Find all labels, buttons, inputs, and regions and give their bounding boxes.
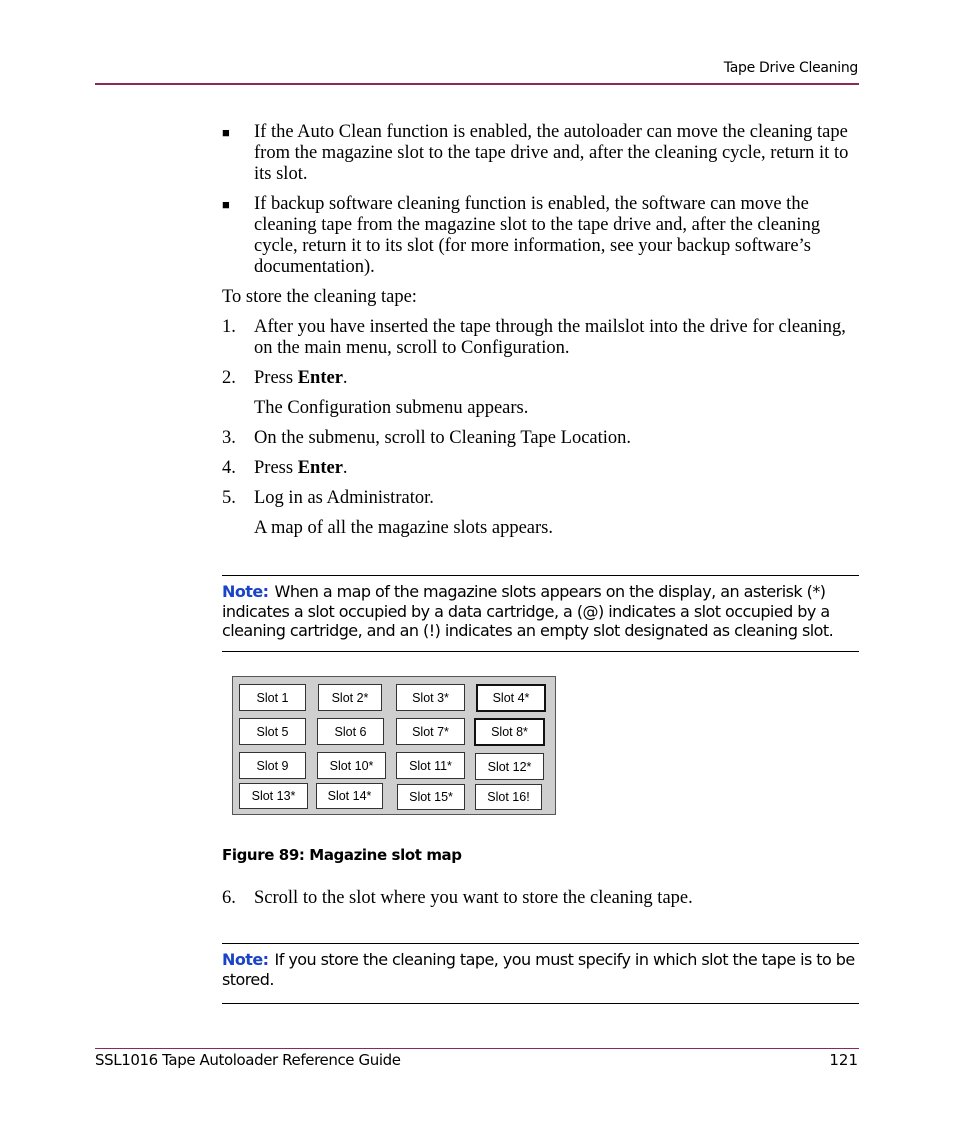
note-label: Note: [222,950,269,969]
page-number: 121 [829,1051,858,1069]
step-text: On the submenu, scroll to Cleaning Tape Location. [254,428,632,448]
note-text: If you store the cleaning tape, you must specify in which slot the tape is to be stored. [222,950,855,989]
main-content [222,122,862,548]
slot-cell: Slot 15* [397,784,465,810]
bullet-text: If backup software cleaning function is enabled, the software can move the cleaning tape from the magazine slot to the tape drive and, after the cleaning cycle, return it to its slot (for more information, see your backup software’s documentation). [254,194,821,277]
step-number: 6. [222,888,236,908]
bullet-item [222,194,862,278]
step-result: A map of all the magazine slots appears. [254,518,553,538]
slot-cell: Slot 7* [396,718,465,745]
square-bullet-icon: ■ [222,197,230,212]
slot-cell: Slot 8* [474,718,545,746]
note-box [222,943,859,1004]
footer-guide-title: SSL1016 Tape Autoloader Reference Guide [95,1051,401,1069]
step-item [222,458,862,479]
step-number: 5. [222,488,236,508]
slot-cell: Slot 10* [317,752,386,779]
figure-caption: Figure 89: Magazine slot map [222,846,462,864]
slot-cell: Slot 2* [318,684,382,711]
key-name: Enter [297,368,343,388]
footer-rule [95,1048,859,1049]
slot-cell: Slot 11* [396,752,465,779]
slot-cell: Slot 3* [396,684,465,711]
key-name: Enter [297,458,343,478]
running-header: Tape Drive Cleaning [723,60,858,76]
step-text: After you have inserted the tape through the mailslot into the drive for cleaning, on the main menu, scroll to Configuration. [254,317,846,358]
slot-cell: Slot 16! [475,784,542,810]
slot-cell: Slot 1 [239,684,306,711]
step-text: Log in as Administrator. [254,488,434,508]
slot-cell: Slot 14* [316,783,383,809]
bullet-item [222,122,862,185]
step-number: 3. [222,428,236,448]
bullet-text: If the Auto Clean function is enabled, the autoloader can move the cleaning tape from the magazine slot to the tape drive and, after the cleaning cycle, return it to its slot. [254,122,849,184]
step-number: 1. [222,317,236,337]
slot-cell: Slot 6 [317,718,384,745]
intro-text: To store the cleaning tape: [222,287,417,307]
slot-cell: Slot 13* [239,783,308,809]
note-text: When a map of the magazine slots appears on the display, an asterisk (*) indicates a slot occupied by a data cartridge, a (@) indicates a slot occupied by a cleaning cartridge, and an (!) indicates an empty slot designated as cleaning slot. [222,582,834,640]
step-text: Press Enter. [254,368,348,388]
step-item [222,428,862,449]
square-bullet-icon: ■ [222,125,230,140]
step-number: 2. [222,368,236,388]
slot-cell: Slot 12* [475,753,544,780]
note-label: Note: [222,582,269,601]
step-text: Scroll to the slot where you want to store the cleaning tape. [254,888,693,908]
note-box [222,575,859,652]
step-item [222,317,862,359]
step-item [222,888,862,909]
header-rule [95,83,859,85]
step-item [222,368,862,389]
slot-cell: Slot 9 [239,752,306,779]
slot-cell: Slot 5 [239,718,306,745]
step-text: Press Enter. [254,458,348,478]
magazine-slot-map [232,676,556,815]
slot-cell: Slot 4* [476,684,546,712]
step-item [222,488,862,509]
step-number: 4. [222,458,236,478]
step-result: The Configuration submenu appears. [254,398,529,418]
